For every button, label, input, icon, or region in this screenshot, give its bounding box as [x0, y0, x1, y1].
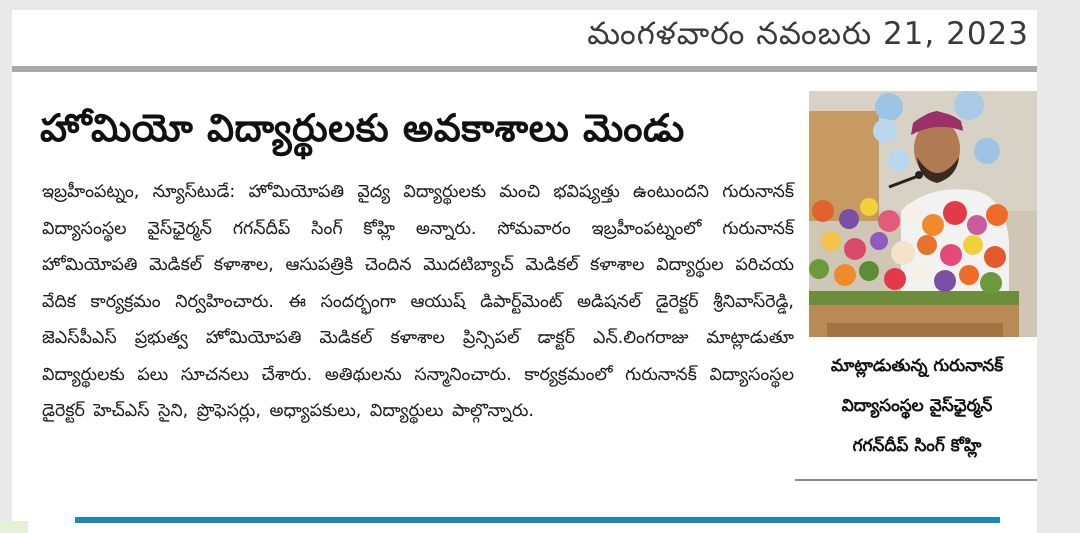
speaker-photo-illustration	[809, 91, 1037, 337]
next-article-border	[75, 517, 1000, 523]
newspaper-clipping	[12, 10, 1037, 533]
article-dateline: ఇబ్రహీంపట్నం, న్యూస్‌టుడే:	[42, 182, 236, 202]
adjacent-article-edge	[0, 521, 28, 533]
speaker-photo	[809, 91, 1037, 337]
caption-divider	[795, 479, 1037, 481]
issue-date: మంగళవారం నవంబరు 21, 2023	[587, 16, 1029, 52]
photo-caption	[792, 346, 1042, 466]
photo-caption-line: మాట్లాడుతున్న గురునానక్	[830, 356, 1004, 376]
photo-caption-line: విద్యాసంస్థల వైస్‌ఛైర్మన్	[841, 396, 993, 416]
article-body-text: హోమియోపతి వైద్య విద్యార్థులకు మంచి భవిష్యత్తు ఉంటుందని గురునానక్ విద్యాసంస్థల వైస్‌ఛైర్మన్ గగన్‌దీప్ సింగ్ కోహ్లి అన్నారు. సోమవారం ఇబ్రహీంపట్నంలో గురునానక్ హోమియోపతి మెడికల్ కళాశాల, ఆసుపత్రికి చెందిన మొదటిబ్యాచ్ మెడికల్ కళాశాల విద్యార్థుల పరిచయ వేదిక కార్యక్రమం నిర్వహించారు. ఈ సందర్భంగా ఆయుష్ డిపార్ట్‌మెంట్ అడిషనల్ డైరెక్టర్ శ్రీనివాస్‌రెడ్డి, జెఎస్‌పీఎస్ ప్రభుత్వ హోమియోపతి మెడికల్ కళాశాల ప్రిన్సిపల్ డాక్టర్ ఎన్.లింగరాజు మాట్లాడుతూ విద్యార్థులకు పలు సూచనలు చేశారు. అతిథులను సన్మానించారు. కార్యక్రమంలో గురునానక్ విద్యాసంస్థల డైరెక్టర్ హెచ్ఎస్ సైని, ప్రొఫెసర్లు, అధ్యాపకులు, విద్యార్థులు పాల్గొన్నారు.	[42, 182, 794, 421]
photo-caption-line: గగన్‌దీప్ సింగ్ కోహ్లి	[852, 436, 982, 456]
header-rule	[12, 66, 1037, 72]
article-headline: హోమియో విద్యార్థులకు అవకాశాలు మెండు	[40, 106, 685, 150]
article-body	[42, 174, 794, 430]
